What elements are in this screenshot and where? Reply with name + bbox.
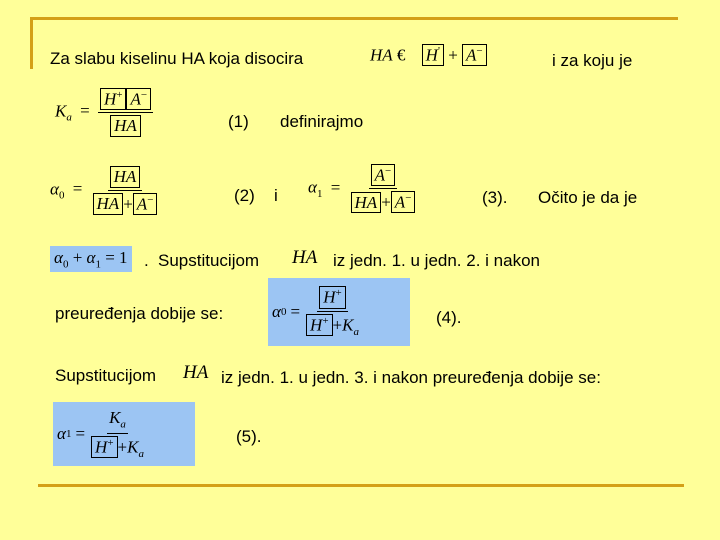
line1-text: Za slabu kiselinu HA koja disocira	[50, 49, 304, 68]
ka-equation: $K_a$ = $\frac{H^+ A^-}{HA}$	[55, 88, 153, 137]
plus-sign: +	[448, 45, 458, 65]
ha-inline-1: HA	[292, 247, 318, 268]
ka-fraction: $\frac{H^+ A^-}{HA}$	[98, 88, 153, 137]
alpha0-ka-box: α 0 = $\frac{H^+}{H^+ +K_a}$	[268, 278, 410, 346]
definirajmo-text: definirajmo	[280, 112, 364, 131]
label-5: (5).	[236, 427, 262, 446]
label-2: (2)	[234, 186, 255, 205]
alpha-sum-box: $\alpha_0 + \alpha_1 = 1$	[50, 246, 132, 272]
ha-inline-2: HA	[183, 362, 209, 383]
label-3: (3).	[482, 188, 508, 207]
supst2-text: Supstitucijom	[55, 366, 157, 385]
alpha0-equation: $\alpha_0$ = $\frac{HA}{HA + A^-}$	[50, 166, 159, 215]
dissociation-equation	[370, 44, 487, 66]
top-rule	[30, 17, 678, 20]
ha-symbol: HA	[370, 45, 393, 65]
equilibrium-symbol: €	[396, 45, 406, 65]
dot-after-sum: .	[144, 251, 149, 270]
supst1-tail: iz jedn. 1. u jedn. 2. i nakon	[333, 251, 540, 270]
preuredenja-text: preuređenja dobije se:	[55, 304, 224, 323]
supst1-text: Supstitucijom	[158, 251, 260, 270]
label-4: (4).	[436, 308, 462, 327]
h-conc: H'	[422, 44, 444, 66]
alpha1-equation: $\alpha_1$ = $\frac{A^-}{HA + A^-}$	[308, 164, 417, 213]
and-i: i	[274, 186, 278, 205]
label-1: (1)	[228, 112, 249, 131]
ocito-text: Očito je da je	[538, 188, 638, 207]
left-rule	[30, 17, 33, 69]
line1-tail: i za koju je	[552, 51, 633, 70]
bottom-rule	[38, 484, 684, 487]
supst2-tail: iz jedn. 1. u jedn. 3. i nakon preuređenja dobije se:	[221, 368, 601, 387]
alpha1-ka-box: α 1 = $\frac{K_a}{H^+ +K_a}$	[53, 402, 195, 466]
a-conc: A−	[462, 44, 487, 66]
